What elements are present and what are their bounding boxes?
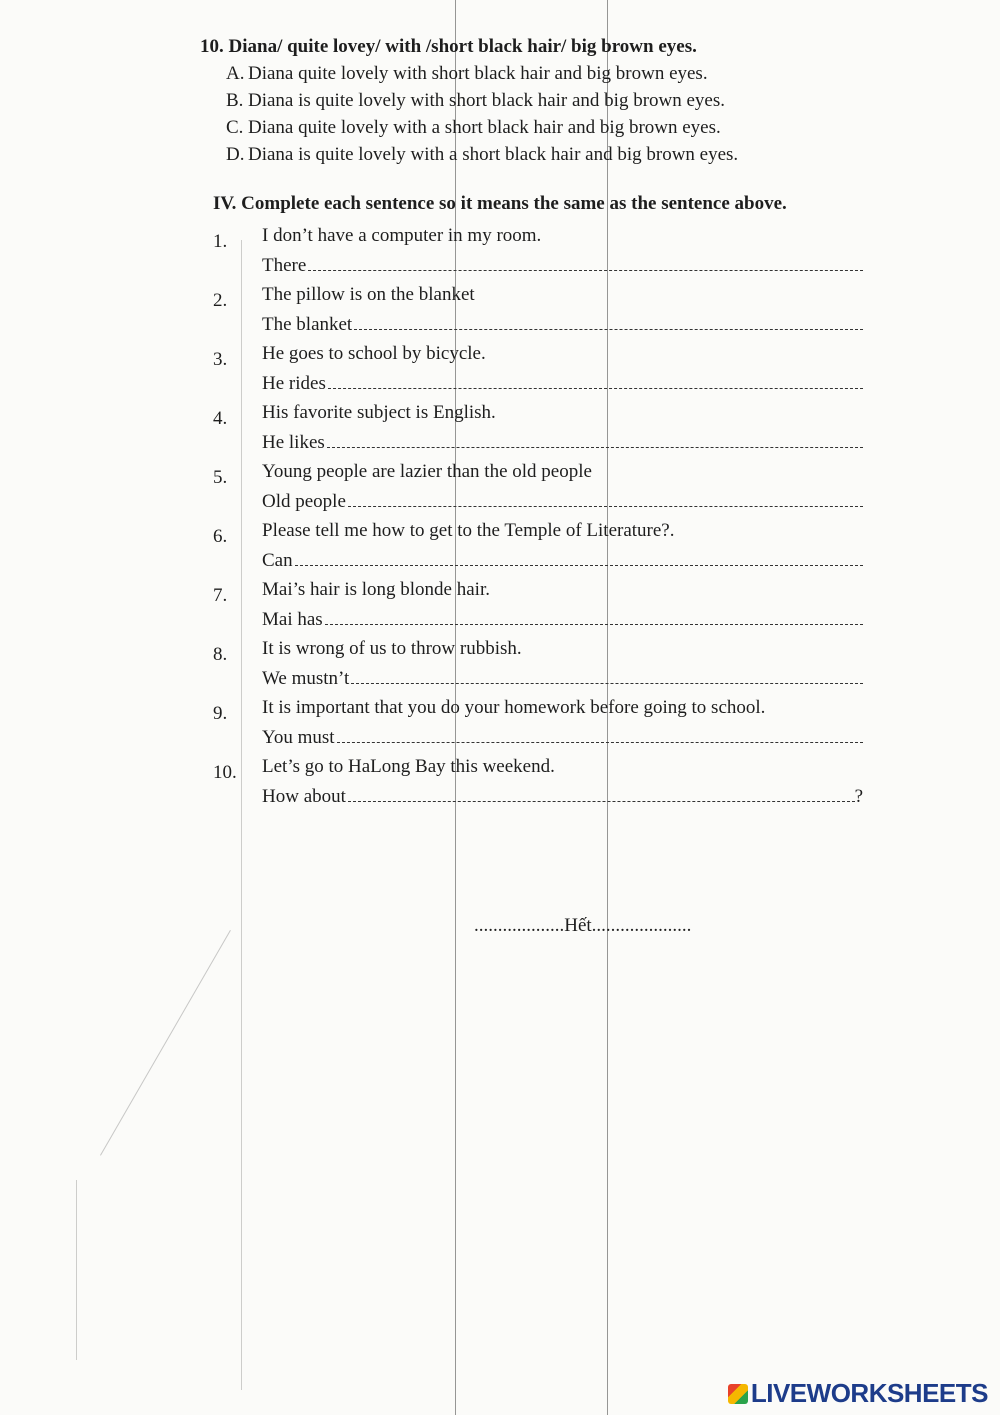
item-number: 6. bbox=[213, 526, 228, 547]
item-number: 10. bbox=[213, 762, 237, 783]
answer-starter: You must bbox=[262, 727, 335, 748]
scan-line bbox=[76, 1180, 77, 1360]
answer-line[interactable] bbox=[262, 668, 863, 690]
answer-blank[interactable] bbox=[354, 317, 863, 330]
item-number: 4. bbox=[213, 408, 228, 429]
answer-blank[interactable] bbox=[348, 494, 863, 507]
answer-starter: There bbox=[262, 255, 307, 276]
option-text: Diana quite lovely with short black hair and big brown eyes. bbox=[248, 63, 708, 84]
answer-starter: He likes bbox=[262, 432, 325, 453]
answer-line[interactable] bbox=[262, 550, 863, 572]
answer-blank[interactable] bbox=[325, 612, 863, 625]
item-prompt: It is important that you do your homework before going to school. bbox=[262, 697, 766, 718]
answer-starter: The blanket bbox=[262, 314, 353, 335]
option-b bbox=[226, 90, 738, 112]
answer-starter: We mustn’t bbox=[262, 668, 350, 689]
item-number: 8. bbox=[213, 644, 228, 665]
scan-line bbox=[241, 240, 242, 1390]
item-number: 3. bbox=[213, 349, 228, 370]
answer-starter: How about bbox=[262, 786, 346, 807]
item-prompt: It is wrong of us to throw rubbish. bbox=[262, 638, 522, 659]
answer-line[interactable] bbox=[262, 255, 863, 277]
item-prompt: Please tell me how to get to the Temple of Literature?. bbox=[262, 520, 675, 541]
end-mark: ...................Hết..................... bbox=[474, 915, 692, 936]
item-prompt: Young people are lazier than the old people bbox=[262, 461, 592, 482]
item-prompt: His favorite subject is English. bbox=[262, 402, 496, 423]
answer-blank[interactable] bbox=[348, 789, 855, 802]
answer-line[interactable] bbox=[262, 432, 863, 454]
answer-blank[interactable] bbox=[351, 671, 863, 684]
answer-blank[interactable] bbox=[328, 376, 863, 389]
option-letter: B. bbox=[226, 90, 244, 111]
answer-line[interactable] bbox=[262, 314, 863, 336]
item-prompt: Let’s go to HaLong Bay this weekend. bbox=[262, 756, 555, 777]
watermark-text: LIVEWORKSHEETS bbox=[750, 1378, 988, 1408]
answer-end: ? bbox=[854, 786, 863, 807]
answer-blank[interactable] bbox=[337, 730, 863, 743]
answer-starter: Can bbox=[262, 550, 293, 571]
item-prompt: The pillow is on the blanket bbox=[262, 284, 475, 305]
item-number: 2. bbox=[213, 290, 228, 311]
item-number: 7. bbox=[213, 585, 228, 606]
option-letter: D. bbox=[226, 144, 245, 165]
question-10-title: 10. Diana/ quite lovey/ with /short black hair/ big brown eyes. bbox=[200, 36, 697, 57]
liveworksheets-logo-icon bbox=[728, 1384, 748, 1404]
item-prompt: He goes to school by bicycle. bbox=[262, 343, 486, 364]
answer-blank[interactable] bbox=[308, 258, 863, 271]
option-text: Diana quite lovely with a short black hair and big brown eyes. bbox=[248, 117, 721, 138]
option-letter: C. bbox=[226, 117, 244, 138]
answer-line[interactable] bbox=[262, 491, 863, 513]
item-prompt: I don’t have a computer in my room. bbox=[262, 225, 542, 246]
answer-starter: Mai has bbox=[262, 609, 323, 630]
section-4 bbox=[213, 193, 873, 215]
option-text: Diana is quite lovely with short black hair and big brown eyes. bbox=[248, 90, 726, 111]
answer-blank[interactable] bbox=[295, 553, 863, 566]
answer-line[interactable] bbox=[262, 609, 863, 631]
item-number: 9. bbox=[213, 703, 228, 724]
question-10 bbox=[200, 36, 738, 166]
item-number: 5. bbox=[213, 467, 228, 488]
answer-starter: He rides bbox=[262, 373, 326, 394]
item-number: 1. bbox=[213, 231, 228, 252]
scan-diagonal bbox=[100, 930, 231, 1156]
liveworksheets-logo bbox=[728, 1378, 988, 1409]
section-4-title: IV. Complete each sentence so it means the same as the sentence above. bbox=[213, 193, 787, 214]
option-letter: A. bbox=[226, 63, 245, 84]
option-text: Diana is quite lovely with a short black hair and big brown eyes. bbox=[248, 144, 739, 165]
answer-line[interactable] bbox=[262, 373, 863, 395]
answer-line[interactable] bbox=[262, 727, 863, 749]
answer-blank[interactable] bbox=[327, 435, 863, 448]
option-c bbox=[226, 117, 738, 139]
answer-line[interactable] bbox=[262, 786, 863, 808]
answer-starter: Old people bbox=[262, 491, 346, 512]
option-d bbox=[226, 144, 738, 166]
item-prompt: Mai’s hair is long blonde hair. bbox=[262, 579, 490, 600]
option-a bbox=[226, 63, 738, 85]
